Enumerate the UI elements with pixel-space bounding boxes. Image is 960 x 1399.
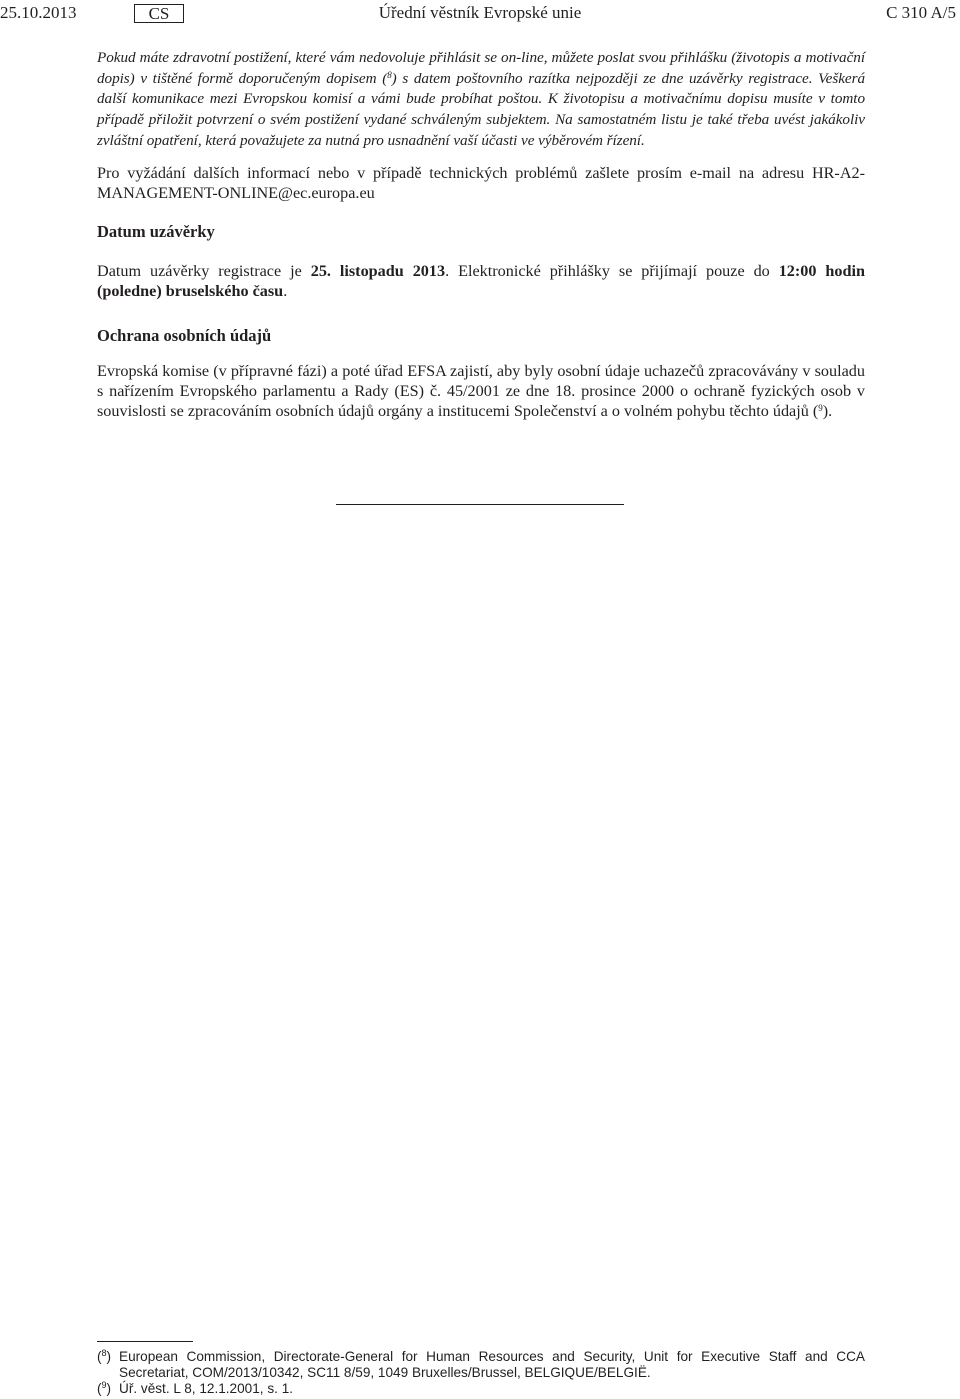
deadline-paragraph: Datum uzávěrky registrace je 25. listopadu 2013. Elektronické přihlášky se přijímají pouze do 12:00 hodin (poledne) bruselského času. [97, 261, 866, 300]
footnote-mark: ($^9$) [97, 1380, 112, 1396]
footnote-rule [97, 1341, 193, 1342]
deadline-time: 12:00 hodin (poledne) bruselského času [97, 261, 866, 300]
page-reference: C 310 A/5 [886, 3, 956, 22]
privacy-paragraph: Evropská komise (v přípravné fázi) a poté úřad EFSA zajistí, aby byly osobní údaje uchazečů zpracovávány v souladu s nařízením Evropského parlamentu a Rady (ES) č. 45/2001 ze dne 18. prosince 2000 o ochraně fyzických osob v souvislosti se zpracováním osobních údajů orgány a institucemi Společenství a o volném pohybu těchto údajů ($^9$). [97, 361, 865, 420]
journal-title: Úřední věstník Evropské unie [378, 3, 582, 22]
page-header [0, 3, 960, 25]
language-badge: CS [134, 4, 184, 23]
footnote-ref-9[interactable]: 9 [818, 402, 823, 413]
contact-paragraph: Pro vyžádání dalších informací nebo v případě technických problémů zašlete prosím e-mail na adresu HR-A2-MANAGEMENT-ONLINE@ec.europa.eu [97, 163, 865, 202]
footnote-8 [97, 1349, 865, 1381]
main-content [97, 48, 865, 421]
deadline-heading: Datum uzávěrky [97, 221, 215, 241]
disability-paragraph: Pokud máte zdravotní postižení, které vám nedovoluje přihlásit se on-line, můžete poslat svou přihlášku (životopis a motivační dopis) v tištěné formě doporučeným dopisem ($^8$) s datem poštovního razítka nejpozději ze dne uzávěrky registrace. Veškerá další komunikace mezi Evropskou komisí a vámi bude probíhat poštou. K životopisu a motivačnímu dopisu musíte v tomto případě přiložit potvrzení o svém postižení vydané schváleným subjektem. Na samostatném listu je také třeba uvést jakákoliv zvláštní opatření, která považujete za nutná pro usnadnění vaší účasti ve výběrovém řízení. [97, 49, 865, 149]
issue-date: 25.10.2013 [0, 3, 77, 22]
footnote-text: European Commission, Directorate-General for Human Resources and Security, Unit for Executive Staff and CCA Secretariat, COM/2013/10342, SC11 8/59, 1049 Bruxelles/Brussel, BELGIQUE/BELGIË. [119, 1349, 865, 1380]
footnote-mark: ($^8$) [97, 1348, 112, 1364]
footnote-ref-8[interactable]: 8 [387, 69, 392, 80]
footnote-text: Úř. věst. L 8, 12.1.2001, s. 1. [119, 1381, 294, 1396]
privacy-heading: Ochrana osobních údajů [97, 325, 272, 345]
deadline-date: 25. listopadu 2013 [310, 261, 446, 280]
footnote-9 [97, 1381, 865, 1397]
section-end-rule [336, 504, 624, 505]
footnotes [97, 1349, 865, 1397]
